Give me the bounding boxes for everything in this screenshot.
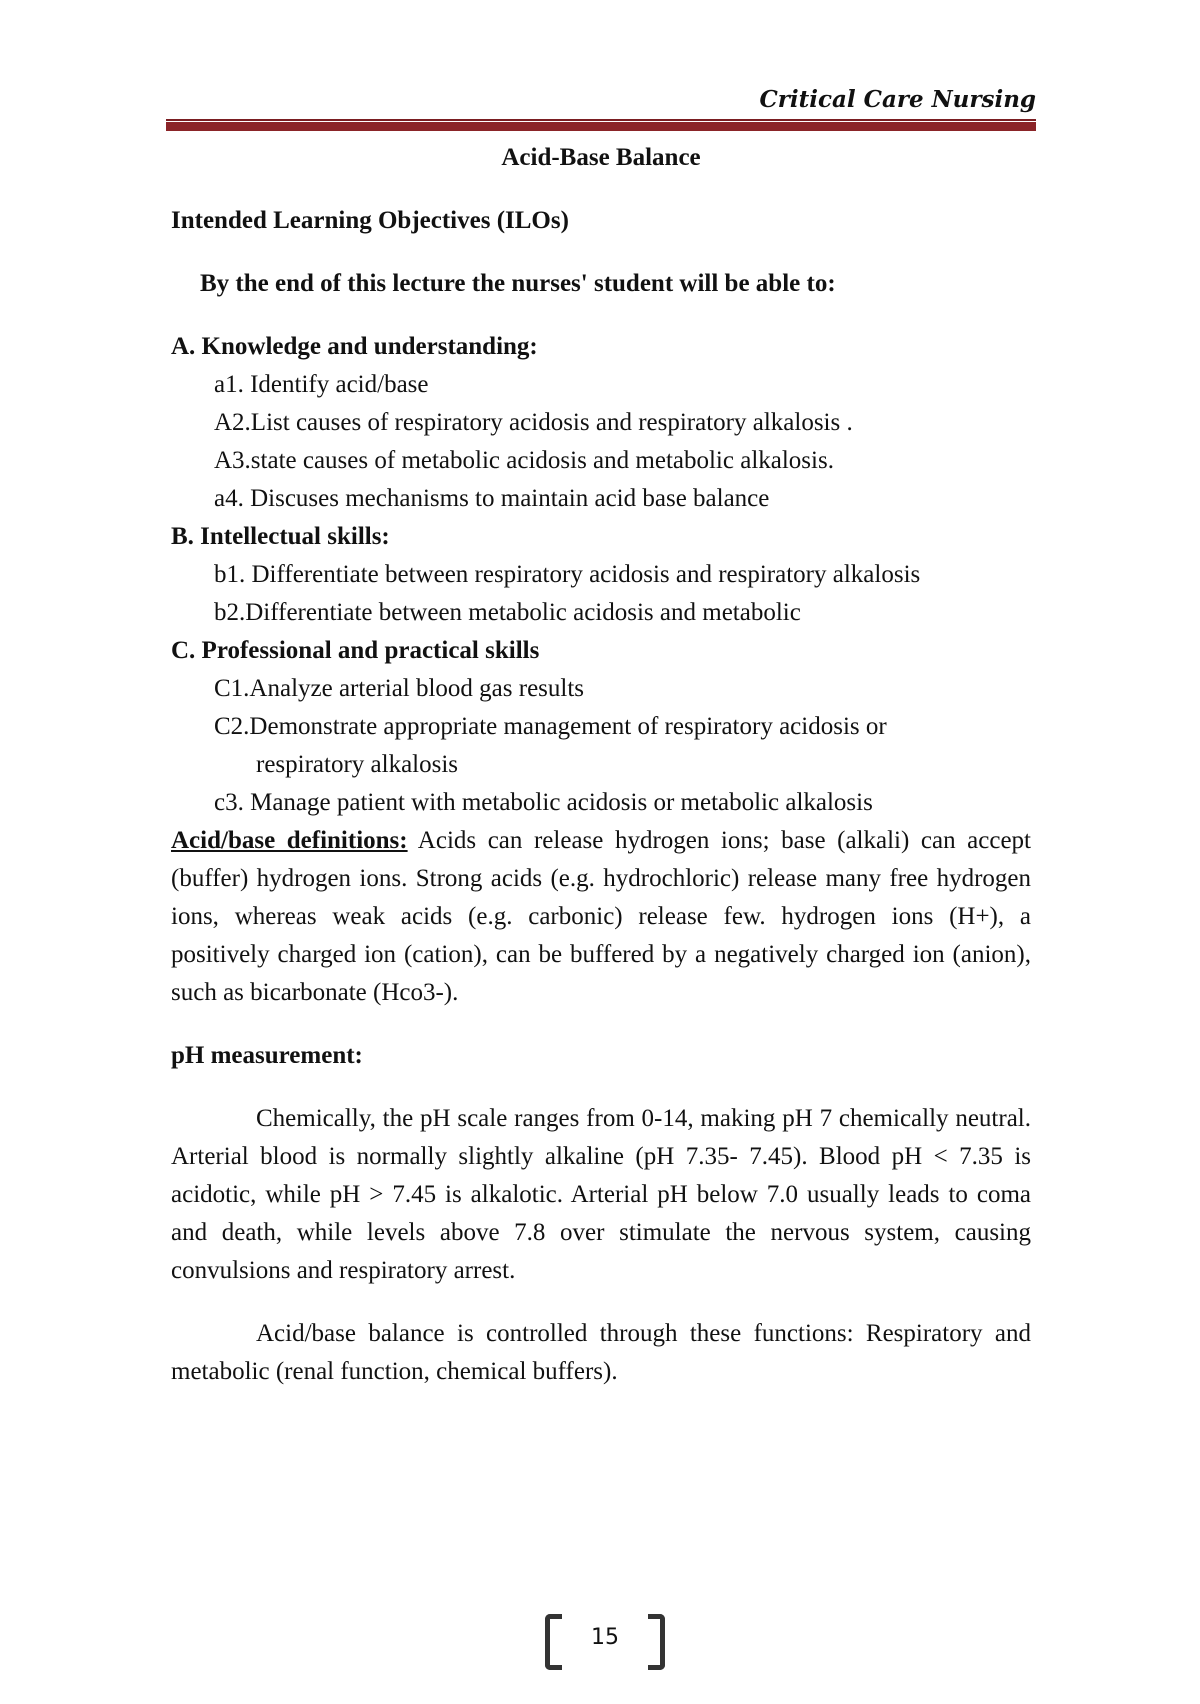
objective-a1: a1. Identify acid/base bbox=[214, 371, 429, 398]
ilo-intro: By the end of this lecture the nurses' student will be able to: bbox=[200, 270, 836, 297]
left-bracket-icon bbox=[545, 1614, 562, 1670]
page-number-box bbox=[545, 1610, 665, 1666]
objective-c2: C2.Demonstrate appropriate management of respiratory acidosis or bbox=[214, 713, 887, 740]
definitions-label: Acid/base definitions: bbox=[171, 827, 408, 854]
header-rule-thin bbox=[166, 119, 1036, 121]
objective-c3: c3. Manage patient with metabolic acidosis or metabolic alkalosis bbox=[214, 789, 873, 816]
objective-c1: C1.Analyze arterial blood gas results bbox=[214, 675, 585, 702]
objective-a4: a4. Discuses mechanisms to maintain acid base balance bbox=[214, 485, 770, 512]
running-header-title: Critical Care Nursing bbox=[759, 86, 1036, 113]
ph-paragraph-2: Acid/base balance is controlled through these functions: Respiratory and metabolic (renal function, chemical buffers). bbox=[171, 1320, 1031, 1385]
page-content bbox=[171, 139, 1031, 1391]
objective-a3: A3.state causes of metabolic acidosis and metabolic alkalosis. bbox=[214, 447, 834, 474]
objective-b2: b2.Differentiate between metabolic acidosis and metabolic bbox=[214, 599, 801, 626]
ilo-heading: Intended Learning Objectives (ILOs) bbox=[171, 207, 569, 234]
ph-paragraph-1: Chemically, the pH scale ranges from 0-14, making pH 7 chemically neutral. Arterial blood is normally slightly alkaline (pH 7.35- 7.45). Blood pH < 7.35 is acidotic, while pH > 7.45 is alkalotic. Arterial pH below 7.0 usually leads to coma and death, while levels above 7.8 over stimulate the nervous system, causing convulsions and respiratory arrest. bbox=[171, 1105, 1031, 1284]
objective-c2-continued: respiratory alkalosis bbox=[256, 751, 459, 778]
objective-b1: b1. Differentiate between respiratory acidosis and respiratory alkalosis bbox=[214, 561, 921, 588]
page-title: Acid-Base Balance bbox=[501, 144, 701, 171]
definitions-text: Acids can release hydrogen ions; base (alkali) can accept (buffer) hydrogen ions. Strong acids (e.g. hydrochloric) release many free hydrogen ions, whereas weak acids (e.g. carbonic) release few. hydrogen ions (H+), a positively charged ion (cation), can be buffered by a negatively charged ion (anion), such as bicarbonate (Hco3-). bbox=[171, 827, 1031, 1006]
section-b-heading: B. Intellectual skills: bbox=[171, 523, 390, 550]
section-c-heading: C. Professional and practical skills bbox=[171, 637, 540, 664]
header-rule bbox=[166, 122, 1036, 131]
definitions-paragraph bbox=[171, 822, 1031, 1012]
objective-a2: A2.List causes of respiratory acidosis and respiratory alkalosis . bbox=[214, 409, 853, 436]
right-bracket-icon bbox=[648, 1614, 665, 1670]
page-number: 15 bbox=[591, 1625, 619, 1650]
ph-heading: pH measurement: bbox=[171, 1042, 363, 1069]
section-a-heading: A. Knowledge and understanding: bbox=[171, 333, 538, 360]
